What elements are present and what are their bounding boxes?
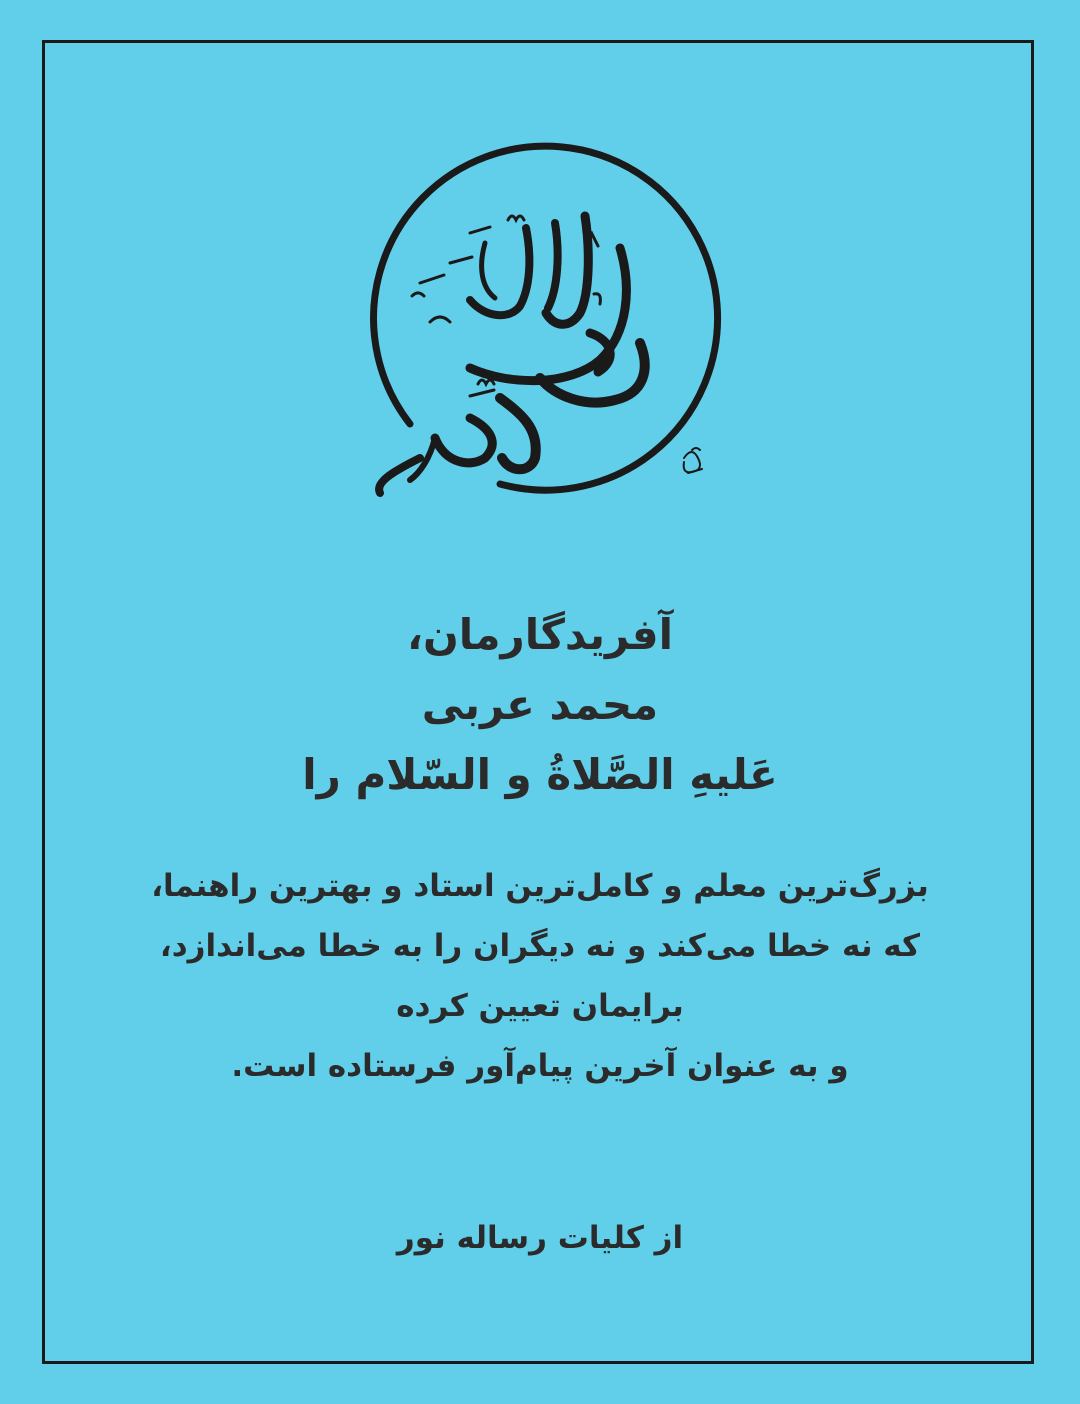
body-line-1: بزرگ‌ترین معلم و کامل‌ترین استاد و بهترین راهنما، bbox=[151, 868, 929, 904]
body-line-4: و به عنوان آخرین پیام‌آور فرستاده است. bbox=[231, 1048, 849, 1084]
heading-line-2: محمد عربی bbox=[421, 680, 659, 729]
heading-line-1: آفریدگارمان، bbox=[406, 610, 673, 659]
body-paragraph bbox=[60, 856, 1020, 1096]
body-line-2: که نه خطا می‌کند و نه دیگران را به خطا می‌اندازد، bbox=[159, 928, 921, 964]
calligraphy-seal-icon bbox=[350, 128, 730, 508]
heading-line-3: عَلیهِ الصَّلاةُ و السّلام را bbox=[302, 750, 778, 799]
body-line-3: برایمان تعیین کرده bbox=[396, 988, 684, 1024]
source-citation: از کلیات رساله نور bbox=[396, 1220, 684, 1256]
heading-block bbox=[60, 600, 1020, 810]
